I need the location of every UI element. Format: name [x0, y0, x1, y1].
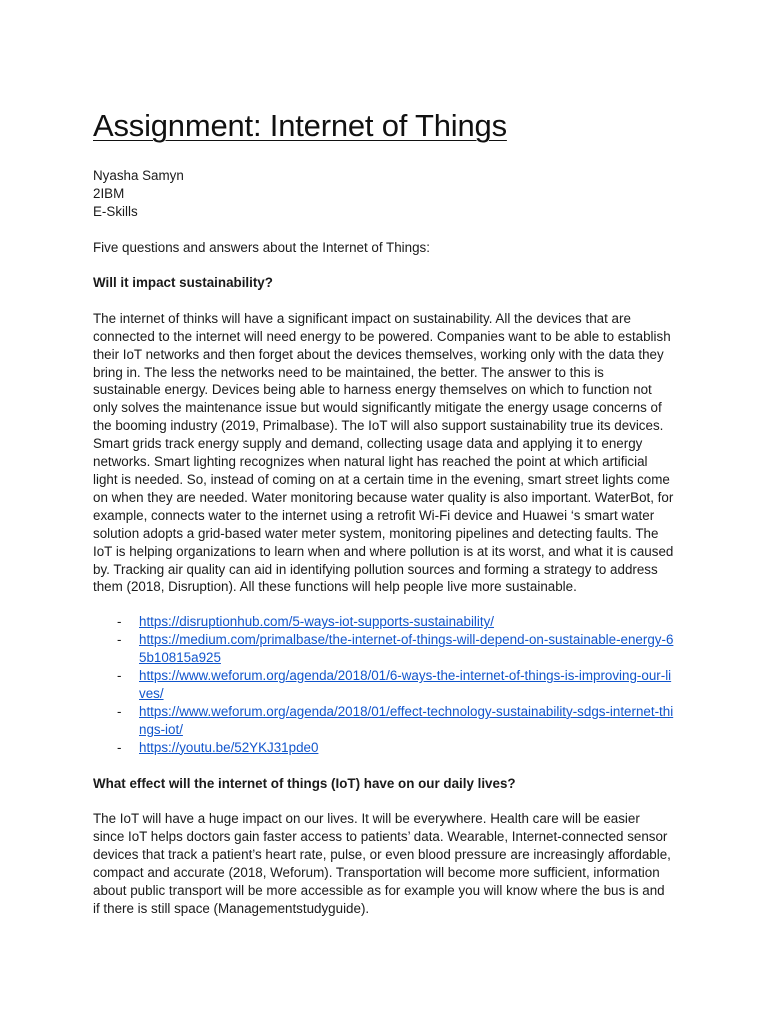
- bullet-dash: -: [117, 668, 122, 684]
- course-name: E-Skills: [93, 204, 138, 219]
- question-2: What effect will the internet of things (IoT) have on our daily lives?: [93, 775, 516, 791]
- bullet-dash: -: [117, 632, 122, 648]
- reference-link[interactable]: https://disruptionhub.com/5-ways-iot-supports-sustainability/: [139, 614, 495, 630]
- reference-item: [117, 631, 674, 667]
- author-name: Nyasha Samyn: [93, 168, 184, 183]
- question-1: Will it impact sustainability?: [93, 274, 273, 290]
- document-title: Assignment: Internet of Things: [93, 108, 507, 143]
- reference-item: [117, 667, 674, 703]
- reference-item: [117, 703, 674, 739]
- class-name: 2IBM: [93, 186, 125, 201]
- bullet-dash: -: [117, 739, 122, 755]
- reference-link[interactable]: https://www.weforum.org/agenda/2018/01/effect-technology-sustainability-sdgs-internet-things-iot/: [139, 703, 674, 737]
- reference-link[interactable]: https://medium.com/primalbase/the-internet-of-things-will-depend-on-sustainable-energy-65b10815a925: [139, 632, 674, 666]
- reference-item: [117, 739, 674, 757]
- reference-link[interactable]: https://youtu.be/52YKJ31pde0: [139, 739, 319, 755]
- reference-list: [93, 613, 674, 756]
- author-block: [93, 167, 674, 221]
- bullet-dash: -: [117, 614, 122, 630]
- bullet-dash: -: [117, 703, 122, 719]
- reference-item: [117, 613, 674, 631]
- answer-2: The IoT will have a huge impact on our lives. It will be everywhere. Health care will be easier since IoT helps doctors gain faster access to patients’ data. Wearable, Internet-connected sensor devices that track a patient’s heart rate, pulse, or even blood pressure are increasingly affordable, compact and accurate (2018, Weforum). Transportation will become more sufficient, information about public transport will be more accessible as for example you will know where the bus is and if there is still space (Managementstudyguide).: [93, 811, 671, 916]
- answer-1: The internet of thinks will have a significant impact on sustainability. All the devices that are connected to the internet will need energy to be powered. Companies want to be able to establish their IoT networks and then forget about the devices themselves, working only with the data they bring in. The less the networks need to be maintained, the better. The answer to this is sustainable energy. Devices being able to harness energy themselves on which to function not only solves the maintenance issue but would significantly mitigate the energy usage concerns of the booming industry (2019, Primalbase). The IoT will also support sustainability true its devices. Smart grids track energy supply and demand, collecting usage data and applying it to energy networks. Smart lighting recognizes when natural light has reached the point at which artificial light is needed. So, instead of coming on at a certain time in the evening, smart street lights come on when they are needed. Water monitoring because water quality is also important. WaterBot, for example, connects water to the internet using a retrofit Wi-Fi device and Huawei ‘s smart water solution adopts a grid-based water meter system, monitoring pipelines and detecting faults. The IoT is helping organizations to learn when and where pollution is at its worst, and what it is caused by. Tracking air quality can aid in identifying pollution sources and forming a strategy to address them (2018, Disruption). All these functions will help people live more sustainable.: [93, 310, 674, 595]
- reference-link[interactable]: https://www.weforum.org/agenda/2018/01/6-ways-the-internet-of-things-is-improving-our-lives/: [139, 668, 672, 701]
- intro-text: Five questions and answers about the Internet of Things:: [93, 240, 430, 255]
